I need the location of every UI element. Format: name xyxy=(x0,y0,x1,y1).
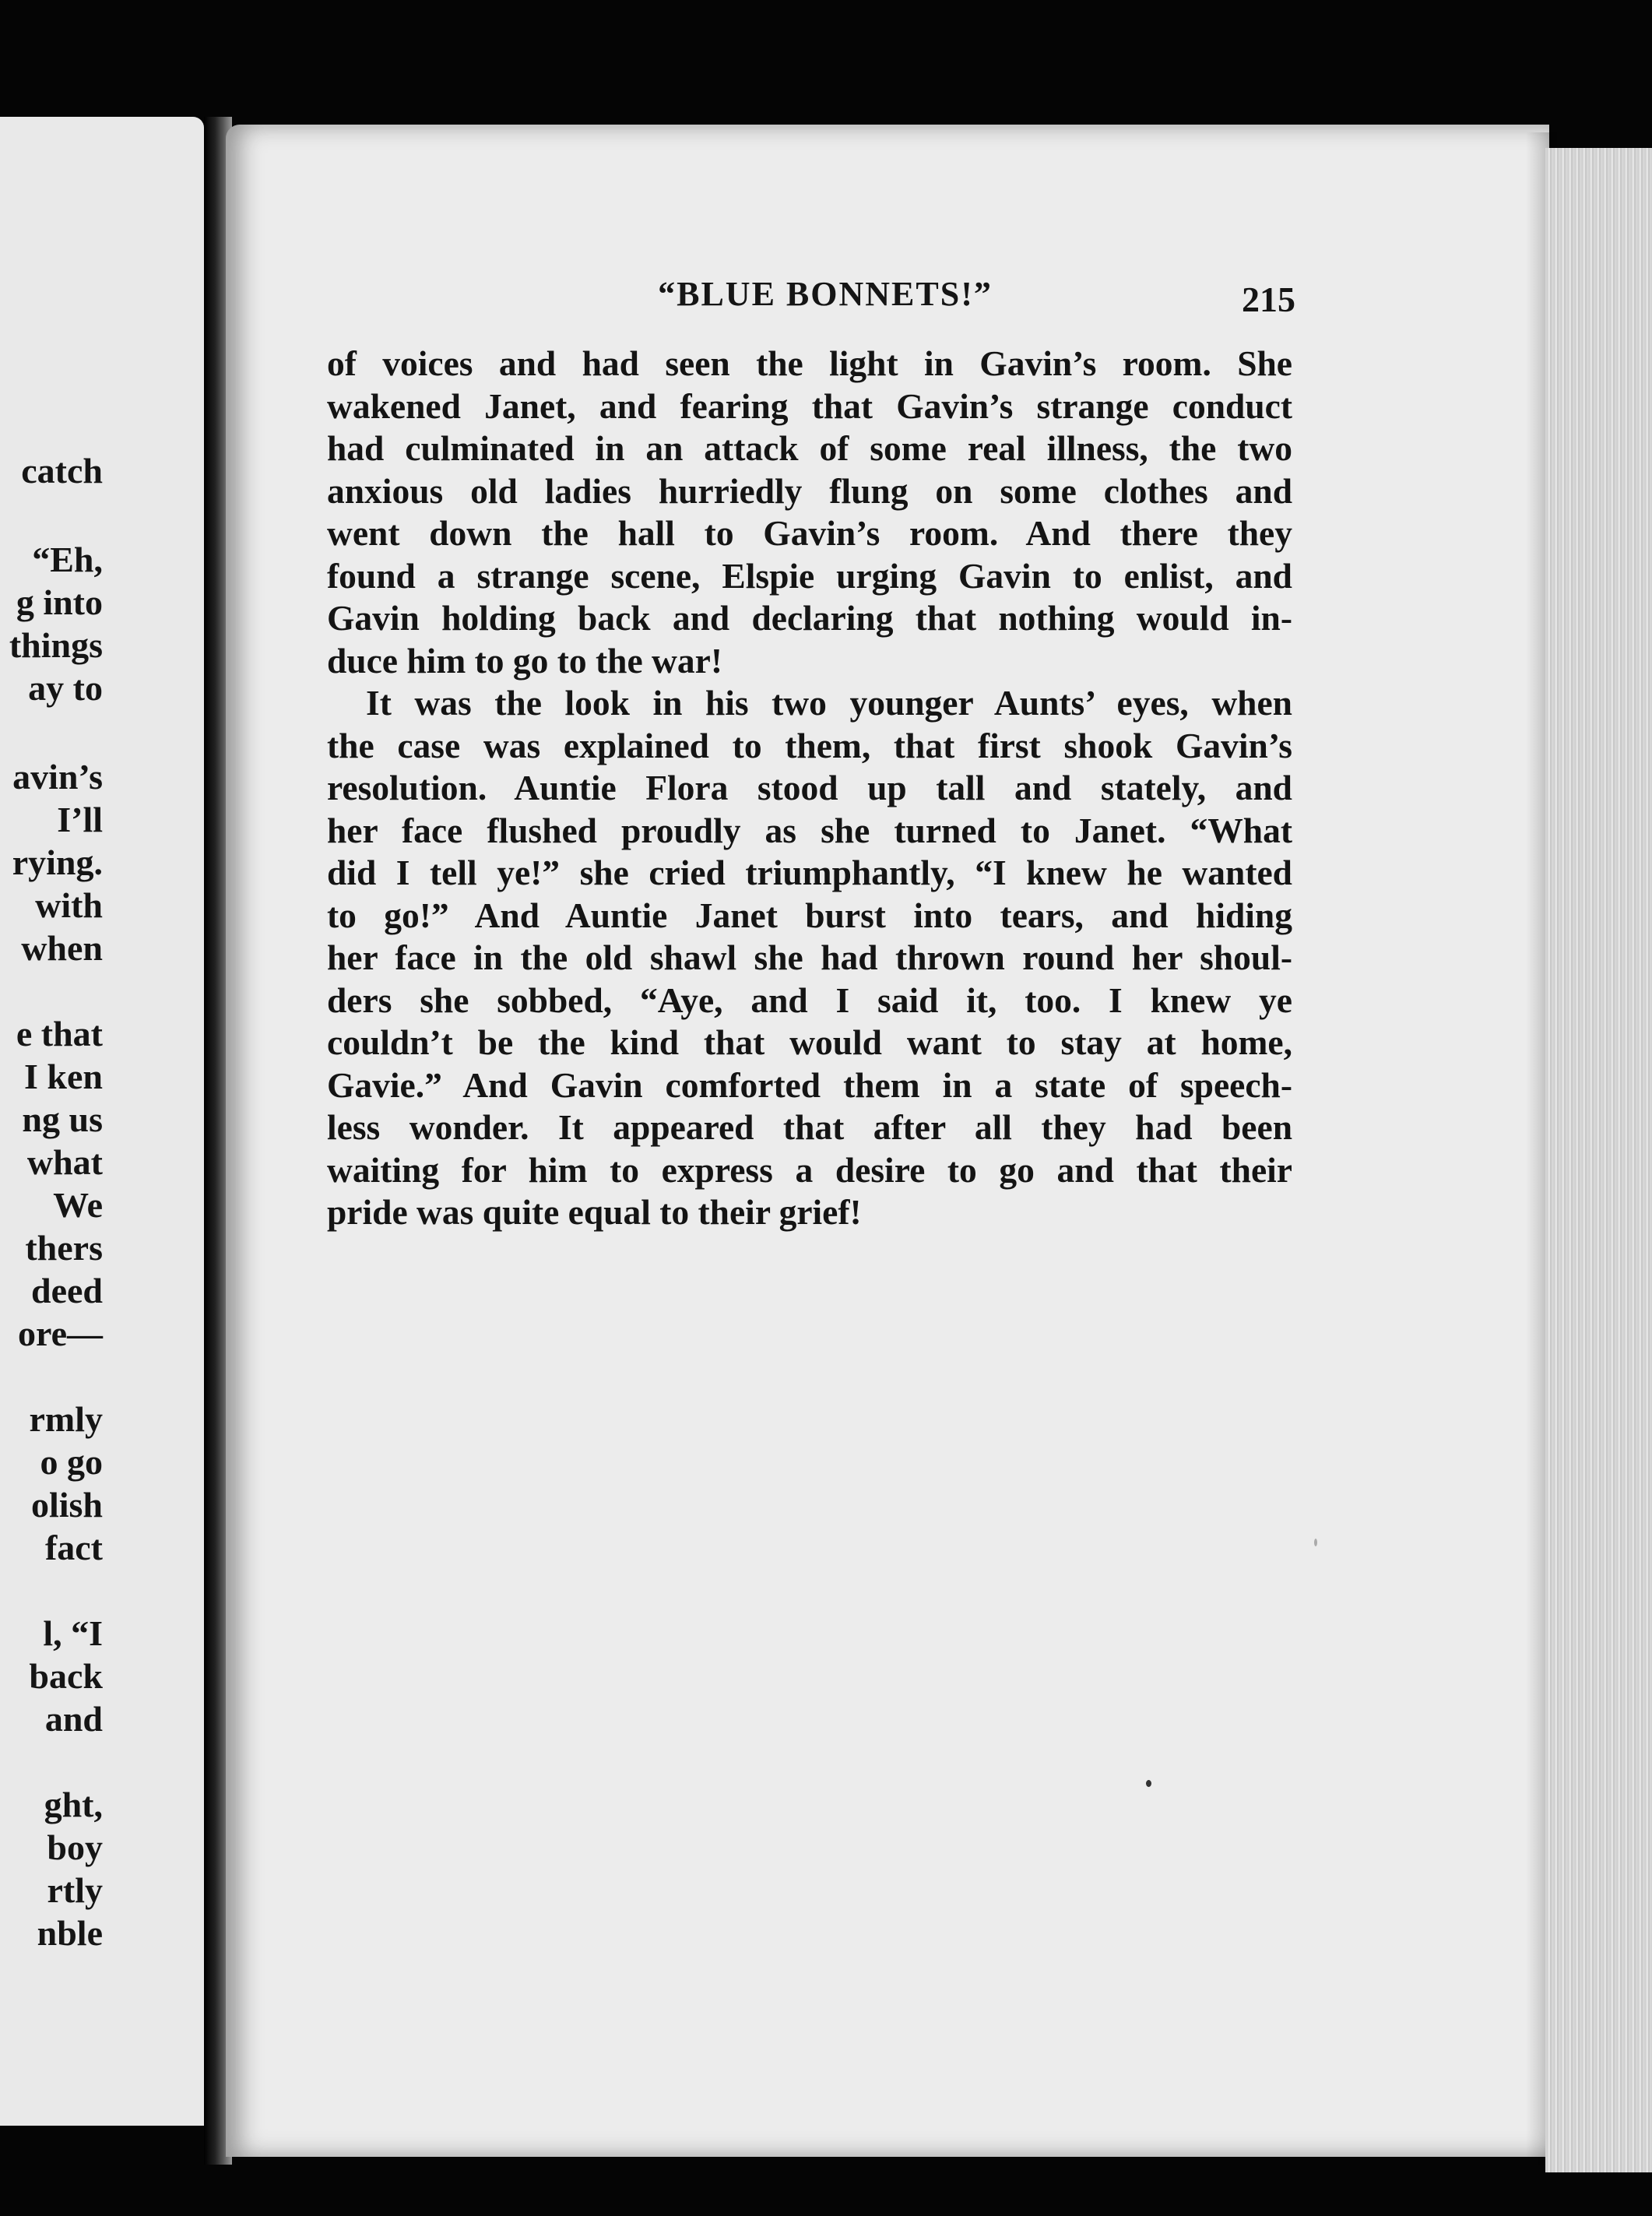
text-line: her face in the old shawl she had thrown round her shoul- xyxy=(327,937,1292,977)
text-line: It was the look in his two younger Aunts’ eyes, when xyxy=(366,683,1292,723)
left-page xyxy=(0,117,204,2126)
left-page-fragment: l, “I xyxy=(43,1613,103,1653)
text-line: Gavie.” And Gavin comforted them in a state of speech- xyxy=(327,1064,1292,1105)
text-line: went down the hall to Gavin’s room. And there they xyxy=(327,513,1292,553)
left-page-fragment: deed xyxy=(31,1271,103,1310)
left-page-fragment: things xyxy=(9,625,103,665)
scan-speck xyxy=(1314,1539,1317,1546)
running-head: “BLUE BONNETS!” xyxy=(658,275,993,313)
text-line: resolution. Auntie Flora stood up tall and stately, and xyxy=(327,768,1292,807)
left-page-fragment: ore— xyxy=(17,1314,103,1353)
left-page-fragment: We xyxy=(53,1185,103,1225)
left-page-fragment: and xyxy=(44,1699,103,1739)
page-fore-edge xyxy=(1545,148,1652,2172)
left-page-fragment: what xyxy=(26,1142,103,1182)
text-line: wakened Janet, and fearing that Gavin’s strange conduct xyxy=(327,385,1292,426)
text-line: did I tell ye!” she cried triumphantly, “I knew he wanted xyxy=(327,853,1292,892)
left-page-fragment: rtly xyxy=(47,1870,103,1910)
left-page-fragment: “Eh, xyxy=(32,540,103,579)
left-page-fragment: thers xyxy=(25,1228,103,1268)
text-line: anxious old ladies hurriedly flung on some clothes and xyxy=(327,470,1292,511)
text-line: of voices and had seen the light in Gavin’s room. She xyxy=(327,343,1292,383)
left-page-fragment: with xyxy=(35,885,103,925)
left-page-fragment: g into xyxy=(16,582,103,622)
text-line: pride was quite equal to their grief! xyxy=(327,1192,862,1232)
text-line: ders she sobbed, “Aye, and I said it, too. I knew ye xyxy=(327,980,1292,1020)
scan-speck xyxy=(1146,1780,1151,1787)
text-line: her face flushed proudly as she turned to Janet. “What xyxy=(327,810,1292,850)
body-text xyxy=(327,343,1292,1234)
left-page-fragment: fact xyxy=(44,1528,103,1567)
left-page-fragment: rmly xyxy=(29,1399,103,1439)
left-page-fragment: avin’s xyxy=(12,757,103,797)
left-page-fragment: when xyxy=(21,928,103,968)
left-page-fragment: back xyxy=(29,1656,103,1696)
text-line: had culminated in an attack of some real illness, the two xyxy=(327,428,1292,468)
text-line: found a strange scene, Elspie urging Gavin to enlist, and xyxy=(327,555,1292,596)
left-page-fragment: ng us xyxy=(22,1099,103,1139)
left-page-fragment: catch xyxy=(21,451,103,491)
text-line: duce him to go to the war! xyxy=(327,640,723,681)
left-page-fragment: boy xyxy=(47,1827,103,1867)
left-page-fragment: olish xyxy=(30,1485,103,1525)
left-page-fragment: ay to xyxy=(28,668,103,708)
left-page-fragment: I ken xyxy=(24,1057,103,1096)
text-line: waiting for him to express a desire to go and that their xyxy=(327,1149,1292,1190)
left-page-fragment: I’ll xyxy=(57,800,103,839)
left-page-fragment: o go xyxy=(40,1442,103,1482)
text-line: couldn’t be the kind that would want to stay at home, xyxy=(327,1022,1292,1062)
text-line: less wonder. It appeared that after all they had been xyxy=(327,1107,1292,1147)
left-page-fragment: rying. xyxy=(12,842,103,882)
page-number: 215 xyxy=(1242,280,1295,319)
text-line: to go!” And Auntie Janet burst into tears, and hiding xyxy=(327,895,1292,935)
text-line: Gavin holding back and declaring that nothing would in- xyxy=(327,598,1292,638)
left-page-fragment: ght, xyxy=(44,1785,103,1824)
left-page-fragment: e that xyxy=(16,1014,103,1053)
text-line: the case was explained to them, that first shook Gavin’s xyxy=(327,725,1292,765)
left-page-fragment: nble xyxy=(37,1913,103,1953)
